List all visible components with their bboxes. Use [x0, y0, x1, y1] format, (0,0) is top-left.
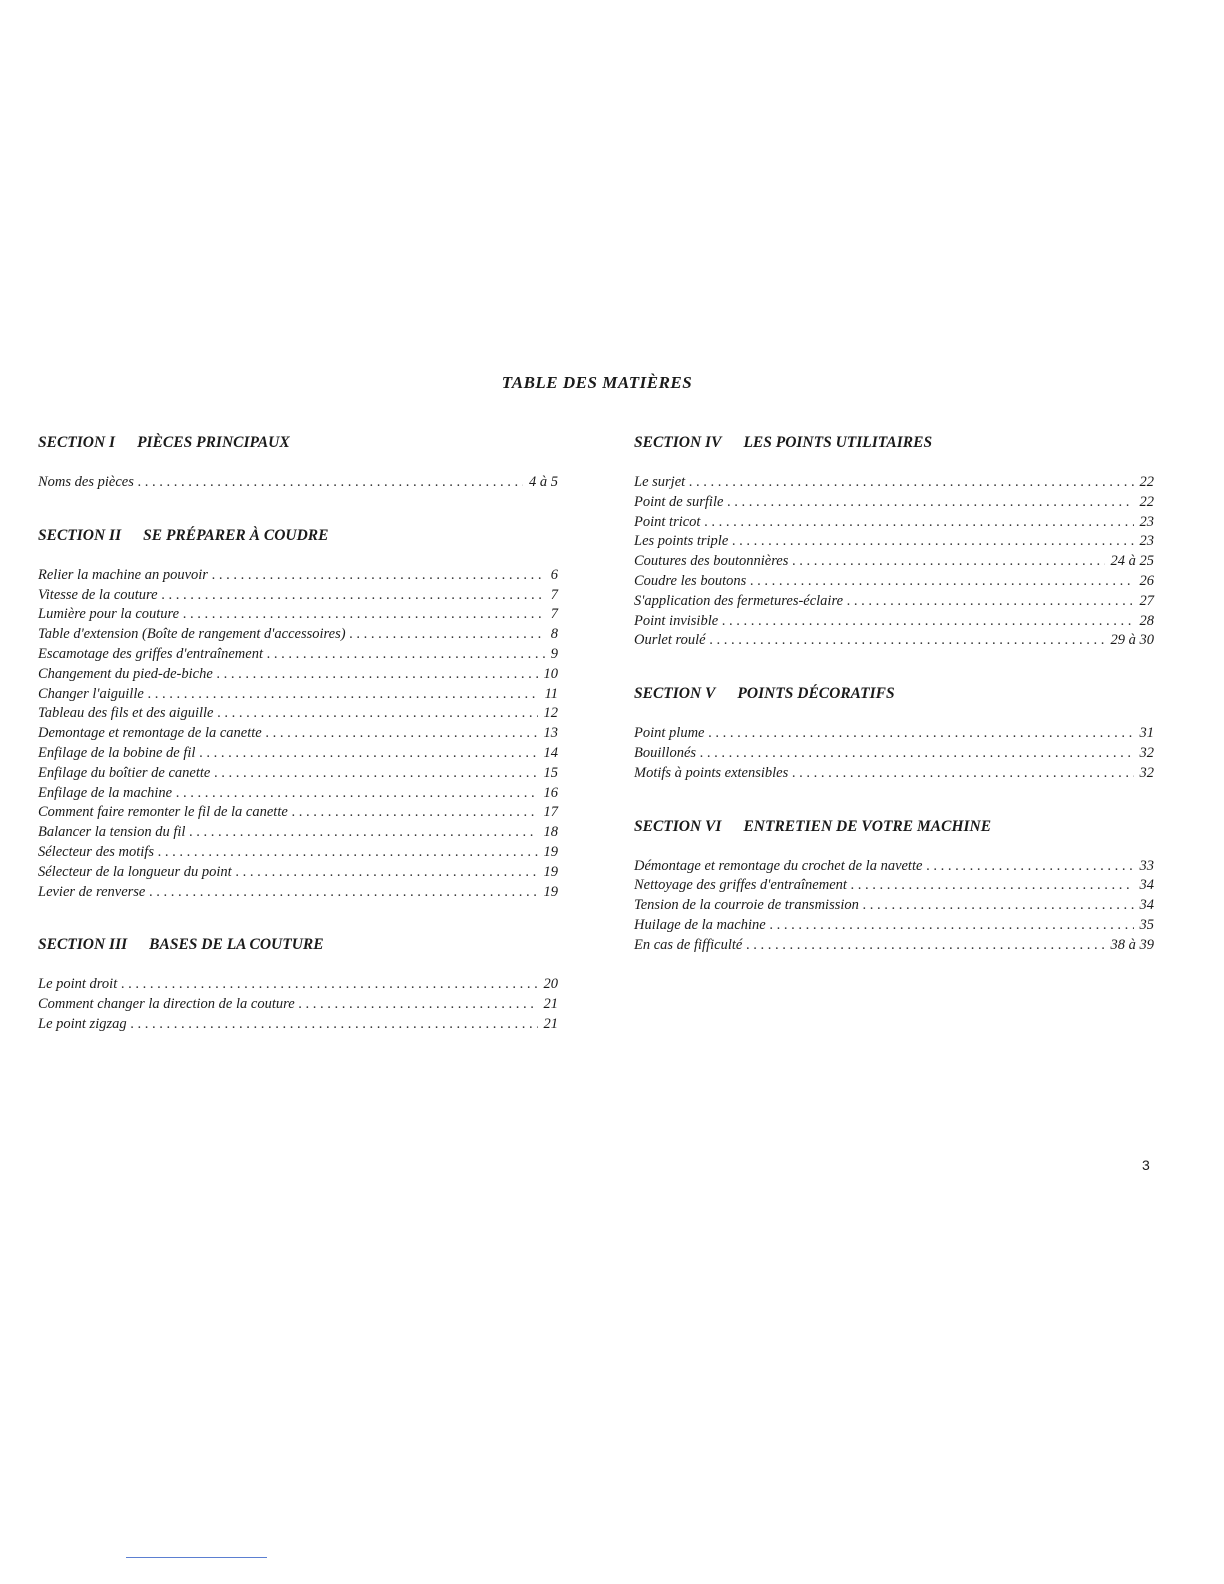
entry-page: 21 — [543, 1015, 558, 1032]
entry-page: 27 — [1139, 592, 1154, 609]
toc-entry — [38, 645, 558, 665]
entry-title: Tension de la courroie de transmission — [634, 897, 859, 914]
dot-leader — [212, 566, 545, 586]
toc-right-column — [634, 433, 1154, 989]
dot-leader — [350, 625, 545, 645]
dot-leader — [926, 857, 1133, 877]
toc-entry — [634, 473, 1154, 493]
entry-title: Point tricot — [634, 513, 701, 530]
toc-left-column — [38, 433, 558, 1068]
section-heading — [38, 526, 558, 546]
dot-leader — [708, 724, 1133, 744]
entry-page: 7 — [550, 586, 558, 603]
entry-page: 24 à 25 — [1110, 553, 1154, 570]
entry-title: Noms des pièces — [38, 474, 134, 490]
entry-page: 18 — [543, 824, 558, 841]
entry-page: 32 — [1139, 764, 1154, 781]
dot-leader — [689, 473, 1133, 493]
toc-entry — [634, 493, 1154, 513]
entry-page: 35 — [1139, 916, 1154, 933]
toc-entry — [634, 764, 1154, 784]
toc-entry — [634, 876, 1154, 896]
dot-leader — [292, 803, 538, 823]
entry-title: Nettoyage des griffes d'entraînement — [634, 877, 847, 894]
entry-page: 34 — [1139, 897, 1154, 914]
dot-leader — [189, 823, 537, 843]
entry-title: Point invisible — [634, 612, 719, 629]
dot-leader — [121, 975, 537, 995]
entry-page: 14 — [543, 744, 558, 761]
dot-leader — [727, 493, 1133, 513]
toc-entry — [38, 473, 558, 493]
dot-leader — [792, 764, 1133, 784]
toc-entry — [38, 883, 558, 903]
entry-title: Les points triple — [634, 533, 729, 550]
dot-leader — [158, 843, 538, 863]
dot-leader — [851, 876, 1134, 896]
dot-leader — [149, 883, 537, 903]
toc-entry — [634, 572, 1154, 592]
entry-page: 28 — [1139, 612, 1154, 629]
dot-leader — [847, 592, 1133, 612]
section-label: SECTION I — [38, 434, 116, 451]
entry-title: S'application des fermetures-éclaire — [634, 592, 844, 609]
section-name: POINTS DÉCORATIFS — [737, 685, 895, 703]
section-heading — [38, 935, 558, 955]
toc-entry — [38, 1015, 558, 1035]
entry-page: 13 — [543, 725, 558, 742]
entry-title: En cas de fifficulté — [634, 936, 743, 953]
dot-leader — [704, 513, 1133, 533]
dot-leader — [299, 995, 538, 1015]
entry-page: 8 — [550, 626, 558, 643]
toc-entry — [38, 863, 558, 883]
toc-entry — [38, 605, 558, 625]
entry-title: Motifs à points extensibles — [634, 764, 789, 781]
entry-title: Enfilage du boîtier de canette — [38, 764, 211, 781]
toc-entry — [38, 843, 558, 863]
toc-entry — [38, 704, 558, 724]
entry-page: 22 — [1139, 474, 1154, 490]
entry-title: Balancer la tension du fil — [38, 824, 186, 841]
toc-entry — [634, 744, 1154, 764]
dot-leader — [267, 645, 545, 665]
entry-page: 23 — [1139, 533, 1154, 550]
section-heading — [634, 433, 1154, 453]
dot-leader — [138, 473, 523, 493]
footer-rule — [126, 1557, 267, 1558]
entry-title: Demontage et remontage de la canette — [38, 725, 262, 742]
entry-title: Le surjet — [634, 474, 686, 490]
dot-leader — [722, 612, 1133, 632]
section-name: ENTRETIEN DE VOTRE MACHINE — [743, 817, 992, 835]
entry-title: Vitesse de la couture — [38, 586, 158, 603]
entry-page: 34 — [1139, 877, 1154, 894]
entry-page: 6 — [550, 566, 558, 583]
entry-title: Lumière pour la couture — [38, 606, 180, 623]
toc-entry — [38, 784, 558, 804]
toc-entry — [38, 744, 558, 764]
toc-entry — [38, 764, 558, 784]
entry-title: Comment faire remonter le fil de la canette — [38, 804, 288, 821]
entry-page: 32 — [1139, 744, 1154, 761]
page-title: TABLE DES MATIÈRES — [501, 373, 693, 392]
entry-page: 16 — [543, 784, 558, 801]
toc-entry — [38, 566, 558, 586]
dot-leader — [710, 631, 1105, 651]
entry-title: Tableau des fils et des aiguille — [38, 705, 214, 722]
dot-leader — [162, 586, 545, 606]
entry-page: 9 — [550, 645, 558, 662]
section-label: SECTION VI — [634, 817, 722, 835]
entry-title: Sélecteur de la longueur du point — [38, 863, 232, 880]
section-label: SECTION IV — [634, 434, 722, 451]
entry-title: Relier la machine an pouvoir — [38, 566, 208, 583]
section-label: SECTION II — [38, 526, 122, 544]
entry-title: Changement du pied-de-biche — [38, 665, 213, 682]
toc-entry — [634, 896, 1154, 916]
entry-page: 19 — [543, 863, 558, 880]
toc-section — [634, 684, 1154, 783]
toc-entry — [38, 803, 558, 823]
section-heading — [634, 817, 1154, 837]
toc-entry — [38, 823, 558, 843]
toc-section — [634, 817, 1154, 956]
entry-page: 19 — [543, 883, 558, 900]
toc-entry — [634, 532, 1154, 552]
toc-entry — [634, 916, 1154, 936]
toc-entry — [634, 857, 1154, 877]
entry-title: Démontage et remontage du crochet de la navette — [634, 857, 923, 874]
entry-title: Table d'extension (Boîte de rangement d'accessoires) — [38, 626, 346, 643]
entry-page: 31 — [1139, 725, 1154, 742]
entry-page: 10 — [543, 665, 558, 682]
page-number: 3 — [1142, 1157, 1150, 1173]
dot-leader — [199, 744, 537, 764]
section-name: PIÈCES PRINCIPAUX — [137, 434, 290, 451]
entry-title: Enfilage de la bobine de fil — [38, 744, 196, 761]
entry-title: Le point droit — [38, 976, 118, 993]
entry-title: Point de surfile — [634, 493, 724, 510]
section-heading — [38, 433, 558, 453]
toc-section — [38, 526, 558, 903]
toc-entry — [634, 592, 1154, 612]
entry-page: 23 — [1139, 513, 1154, 530]
dot-leader — [792, 552, 1104, 572]
dot-leader — [176, 784, 537, 804]
section-label: SECTION V — [634, 685, 716, 703]
entry-title: Levier de renverse — [38, 883, 146, 900]
toc-entry — [38, 975, 558, 995]
toc-entry — [38, 685, 558, 705]
toc-entry — [634, 552, 1154, 572]
dot-leader — [750, 572, 1133, 592]
entry-title: Sélecteur des motifs — [38, 843, 154, 860]
entry-page: 17 — [543, 804, 558, 821]
entry-page: 21 — [543, 996, 558, 1013]
entry-page: 15 — [543, 764, 558, 781]
toc-entry — [38, 995, 558, 1015]
section-label: SECTION III — [38, 936, 128, 954]
entry-title: Bouillonés — [634, 744, 697, 761]
entry-page: 33 — [1139, 857, 1154, 874]
dot-leader — [131, 1015, 538, 1035]
entry-page: 4 à 5 — [529, 474, 558, 490]
entry-page: 11 — [544, 685, 558, 702]
section-heading — [634, 684, 1154, 704]
entry-page: 29 à 30 — [1110, 632, 1154, 649]
toc-entry — [38, 665, 558, 685]
toc-entry — [38, 625, 558, 645]
section-name: BASES DE LA COUTURE — [149, 936, 324, 954]
toc-entry — [634, 612, 1154, 632]
dot-leader — [183, 605, 545, 625]
entry-title: Comment changer la direction de la couture — [38, 996, 295, 1013]
toc-section — [38, 433, 558, 493]
toc-entry — [634, 631, 1154, 651]
dot-leader — [746, 936, 1104, 956]
entry-title: Huilage de la machine — [634, 916, 766, 933]
entry-title: Enfilage de la machine — [38, 784, 173, 801]
dot-leader — [217, 704, 537, 724]
toc-entry — [634, 936, 1154, 956]
section-name: SE PRÉPARER À COUDRE — [143, 526, 329, 544]
toc-entry — [38, 724, 558, 744]
dot-leader — [214, 764, 537, 784]
entry-page: 20 — [543, 976, 558, 993]
entry-page: 19 — [543, 843, 558, 860]
entry-title: Le point zigzag — [38, 1015, 127, 1032]
toc-entry — [634, 513, 1154, 533]
dot-leader — [148, 685, 539, 705]
toc-entry — [634, 724, 1154, 744]
entry-page: 7 — [550, 606, 558, 623]
toc-section — [634, 433, 1154, 651]
entry-title: Changer l'aiguille — [38, 685, 144, 702]
entry-page: 12 — [543, 705, 558, 722]
section-name: LES POINTS UTILITAIRES — [743, 434, 933, 451]
dot-leader — [236, 863, 538, 883]
dot-leader — [266, 724, 538, 744]
entry-title: Coudre les boutons — [634, 572, 747, 589]
dot-leader — [770, 916, 1134, 936]
entry-title: Point plume — [634, 725, 705, 742]
entry-title: Ourlet roulé — [634, 632, 706, 649]
dot-leader — [700, 744, 1133, 764]
dot-leader — [863, 896, 1134, 916]
entry-title: Escamotage des griffes d'entraînement — [38, 645, 263, 662]
entry-title: Coutures des boutonnières — [634, 553, 789, 570]
dot-leader — [732, 532, 1133, 552]
toc-section — [38, 935, 558, 1034]
toc-entry — [38, 586, 558, 606]
entry-page: 22 — [1139, 493, 1154, 510]
entry-page: 38 à 39 — [1110, 936, 1154, 953]
entry-page: 26 — [1139, 572, 1154, 589]
dot-leader — [217, 665, 538, 685]
